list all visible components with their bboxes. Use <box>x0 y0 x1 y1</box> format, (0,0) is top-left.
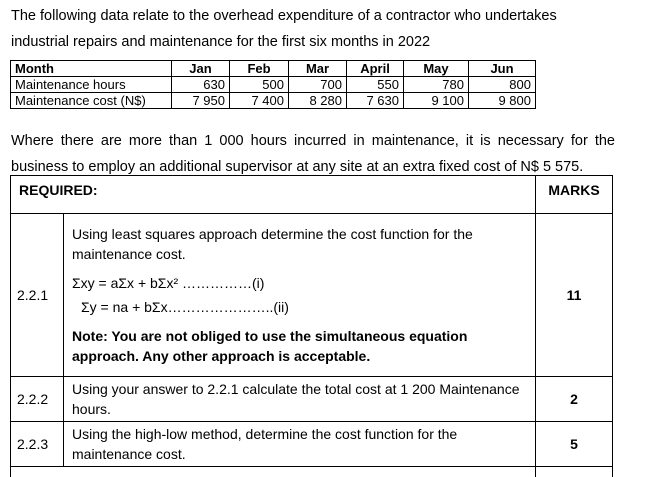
month-jan: Jan <box>172 61 230 77</box>
question-row-2-2-1 <box>11 214 613 377</box>
intro-paragraph <box>11 3 631 55</box>
condition-paragraph <box>11 128 615 180</box>
month-april: April <box>347 61 404 77</box>
table-header-row <box>11 61 536 77</box>
required-header-row <box>11 176 613 214</box>
month-mar: Mar <box>289 61 347 77</box>
hours-jan: 630 <box>172 77 230 93</box>
next-row-partial <box>11 467 613 477</box>
question-text: Using your answer to 2.2.1 calculate the total cost at 1 200 Maintenance hours. <box>64 377 536 422</box>
hours-april: 550 <box>347 77 404 93</box>
cost-feb: 7 400 <box>230 93 289 109</box>
cost-mar: 8 280 <box>289 93 347 109</box>
equation-2: Σy = na + bΣx…………………..(ii) <box>81 299 289 315</box>
condition-line-1: Where there are more than 1 000 hours incurred in maintenance, it is necessary for the <box>11 133 615 149</box>
row-label-cost: Maintenance cost (N$) <box>11 93 172 109</box>
hours-may: 780 <box>404 77 469 93</box>
month-may: May <box>404 61 469 77</box>
intro-line-1: The following data relate to the overhead expenditure of a contractor who undertakes <box>11 8 557 24</box>
question-text: Using least squares approach determine the cost function for the maintenance cost. <box>72 226 473 262</box>
table-row <box>11 77 536 93</box>
hours-jun: 800 <box>469 77 536 93</box>
question-number: 2.2.2 <box>11 377 64 422</box>
cost-jan: 7 950 <box>172 93 230 109</box>
question-row-2-2-3 <box>11 422 613 467</box>
month-feb: Feb <box>230 61 289 77</box>
marks-value: 5 <box>536 422 613 467</box>
question-body <box>64 214 536 377</box>
marks-value: 2 <box>536 377 613 422</box>
row-label-hours: Maintenance hours <box>11 77 172 93</box>
question-number: 2.2.1 <box>11 214 64 377</box>
equation-1: Σxy = aΣx + bΣx² ……………(i) <box>72 275 265 291</box>
question-note: Note: You are not obliged to use the simultaneous equation approach. Any other approach is acceptable. <box>72 328 468 364</box>
question-number: 2.2.3 <box>11 422 64 467</box>
question-row-2-2-2 <box>11 377 613 422</box>
hours-mar: 700 <box>289 77 347 93</box>
cost-april: 7 630 <box>347 93 404 109</box>
month-jun: Jun <box>469 61 536 77</box>
cost-may: 9 100 <box>404 93 469 109</box>
month-header: Month <box>11 61 172 77</box>
table-row <box>11 93 536 109</box>
condition-line-2: business to employ an additional supervisor at any site at an extra fixed cost of N$ 5 575. <box>11 159 584 175</box>
question-text: Using the high-low method, determine the cost function for the maintenance cost. <box>64 422 536 467</box>
marks-heading: MARKS <box>536 176 613 214</box>
marks-value: 11 <box>536 214 613 377</box>
required-table <box>10 175 613 477</box>
maintenance-data-table <box>10 60 536 109</box>
cost-jun: 9 800 <box>469 93 536 109</box>
hours-feb: 500 <box>230 77 289 93</box>
required-heading: REQUIRED: <box>11 176 536 214</box>
intro-line-2: industrial repairs and maintenance for the first six months in 2022 <box>11 34 431 50</box>
